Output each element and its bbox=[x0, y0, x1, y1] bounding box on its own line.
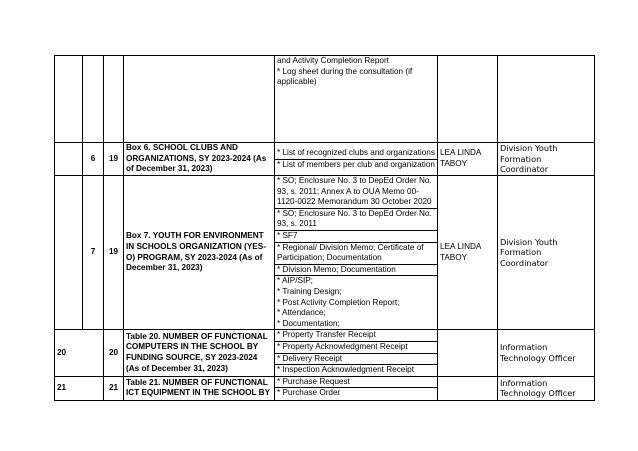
mov-line: * Property Transfer Receipt bbox=[277, 330, 376, 340]
mov-line: * SF7 bbox=[277, 230, 298, 240]
mov-line: * Purchase Order bbox=[277, 388, 341, 398]
responsible-person bbox=[437, 330, 497, 376]
mov-line: * Attendance; bbox=[277, 308, 326, 318]
mov-line: * Inspection Acknowledgment Receipt bbox=[277, 365, 414, 375]
page-number: 21 bbox=[104, 376, 124, 400]
mov-line: * Regional/ Division Memo; Certificate of bbox=[277, 242, 424, 252]
mov-line: * Property Acknowledgment Receipt bbox=[277, 341, 408, 351]
responsible-person bbox=[437, 376, 497, 400]
table-row bbox=[55, 376, 595, 400]
mov-line: * Delivery Receipt bbox=[277, 353, 343, 363]
mov-line: * Documentation; bbox=[277, 318, 340, 328]
mov-line: * List of recognized clubs and organizations bbox=[277, 147, 435, 157]
table-row bbox=[55, 330, 595, 376]
mov-cell bbox=[275, 143, 438, 176]
responsible-office: Division Youth Formation Coordinator bbox=[497, 143, 594, 176]
mov-cell bbox=[275, 56, 438, 143]
responsible-person: LEA LINDA TABOY bbox=[437, 143, 497, 176]
responsible-person: LEA LINDA TABOY bbox=[437, 176, 497, 330]
mov-line: * SO; Enclosure No. 3 to DepEd Order No. bbox=[277, 208, 432, 218]
responsible-office: Information Technology Officer bbox=[497, 330, 594, 376]
mov-line: applicable) bbox=[277, 77, 317, 87]
mov-line: 1120-0022 Memorandum 30 October 2020 bbox=[277, 197, 432, 207]
mov-line: Participation; Documentation bbox=[277, 253, 382, 263]
section-title: Box 7. YOUTH FOR ENVIRONMENT IN SCHOOLS ORGANIZATION (YES-O) PROGRAM, SY 2023-2024 (As of December 31, 2023) bbox=[124, 176, 275, 330]
mov-line: * Log sheet during the consultation (if bbox=[277, 66, 413, 76]
section-title: Table 21. NUMBER OF FUNCTIONAL ICT EQUIPMENT IN THE SCHOOL BY bbox=[124, 376, 275, 400]
mov-line: * Training Design; bbox=[277, 286, 342, 296]
table-row bbox=[55, 143, 595, 176]
section-title: Table 20. NUMBER OF FUNCTIONAL COMPUTERS IN THE SCHOOL BY FUNDING SOURCE, SY 2023-2024 (As of December 31, 2023) bbox=[124, 330, 275, 376]
item-number: 20 bbox=[55, 330, 104, 376]
page-number: 19 bbox=[104, 143, 124, 176]
requirements-table bbox=[54, 55, 595, 401]
mov-cell bbox=[275, 376, 438, 400]
mov-line: * Purchase Request bbox=[277, 376, 350, 386]
table-row bbox=[55, 56, 595, 143]
mov-cell bbox=[275, 330, 438, 376]
mov-line: * SO; Enclosure No. 3 to DepEd Order No. bbox=[277, 176, 432, 185]
responsible-office: Division Youth Formation Coordinator bbox=[497, 176, 594, 330]
page-number: 20 bbox=[104, 330, 124, 376]
mov-line: * List of members per club and organization bbox=[277, 159, 435, 169]
item-number: 7 bbox=[83, 176, 104, 330]
mov-line: * AIP/SIP; bbox=[277, 276, 313, 286]
responsible-office: Information Technology Officer bbox=[497, 376, 594, 400]
mov-line: and Activity Completion Report bbox=[277, 56, 389, 65]
mov-cell bbox=[275, 176, 438, 330]
item-number: 6 bbox=[83, 143, 104, 176]
mov-line: 93, s. 2011 bbox=[277, 219, 317, 229]
mov-line: 93, s. 2011; Annex A to OUA Memo 00- bbox=[277, 186, 419, 196]
page-number: 19 bbox=[104, 176, 124, 330]
item-number: 21 bbox=[55, 376, 104, 400]
mov-line: * Division Memo; Documentation bbox=[277, 264, 396, 274]
mov-line: * Post Activity Completion Report; bbox=[277, 297, 400, 307]
table-row bbox=[55, 176, 595, 330]
section-title: Box 6. SCHOOL CLUBS AND ORGANIZATIONS, SY 2023-2024 (As of December 31, 2023) bbox=[124, 143, 275, 176]
